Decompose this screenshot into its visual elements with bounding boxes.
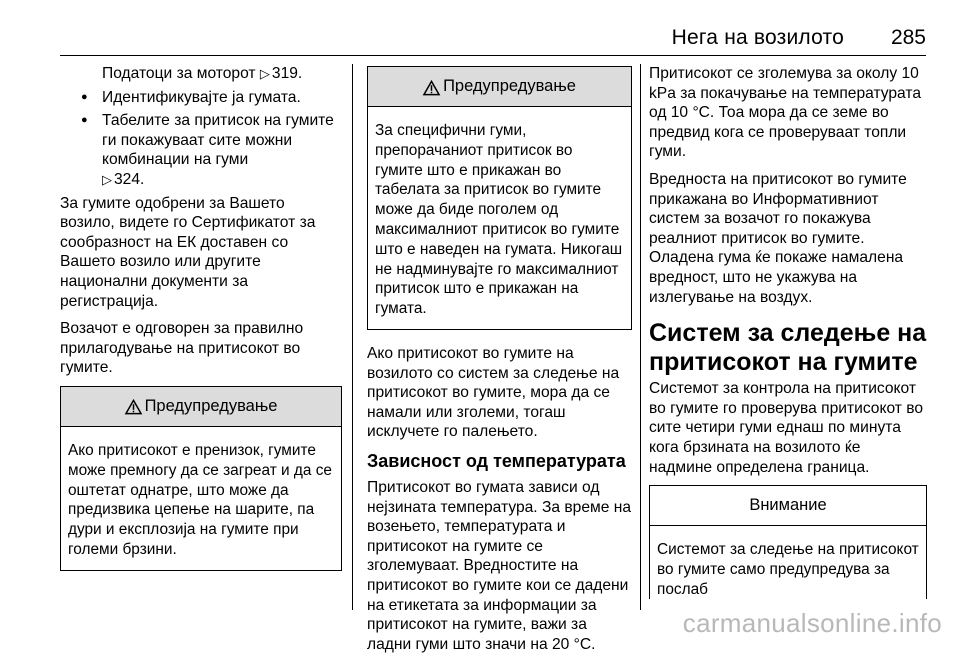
warning-box	[367, 66, 632, 330]
warning-triangle-icon	[125, 399, 142, 415]
warning-title: Предупредување	[443, 76, 576, 95]
subheading-temperature: Зависност од температурата	[367, 450, 626, 471]
list-item-pressure-tables	[60, 111, 342, 189]
warning-box	[60, 386, 342, 571]
paragraph-driver-responsible: Возачот е одговорен за правилно прилагодување на притисокот во гумите.	[60, 320, 304, 377]
column-divider-1	[352, 64, 353, 610]
warning-box-header	[368, 67, 631, 107]
column-3	[649, 64, 927, 599]
section-title-tpms: Систем за следење на притисокот на гумите	[649, 319, 927, 377]
list-item-identify-tyre	[60, 88, 342, 108]
warning-box-header	[61, 387, 341, 427]
warning-box-body: Ако притисокот е пренизок, гумите може премногу да се загреат и да се оштетат однатре, што може да предизвика цепење на шарите, па дури и експлозија на гумите при големи брзини.	[68, 441, 332, 558]
reference-page[interactable]: 319.	[271, 65, 303, 82]
reference-text: Податоци за моторот	[102, 65, 260, 82]
notice-box	[649, 485, 927, 599]
header-rule	[60, 55, 926, 56]
notice-box-body: Системот за следење на притисокот во гумите само предупредува за послаб	[657, 541, 919, 598]
watermark: carmanualsonline.info	[682, 608, 942, 638]
warning-title: Предупредување	[144, 396, 278, 415]
list-item-text: Табелите за притисок на гумите ги покажуваат сите можни комбинации на гуми	[102, 112, 334, 169]
reference-page[interactable]: 324.	[114, 170, 145, 188]
column-divider-2	[640, 64, 641, 610]
notice-title: Внимание	[749, 495, 827, 514]
paragraph-temperature: Притисокот во гумата зависи од нејзината температура. За време на возењето, температурата и притисокот на гумите се зголемуваат. Вредностите на притисокот во гумите кои се дадени на етикетата за информации за притисокот на гумите, важи за ладни гуми што значи на 20 °C.	[367, 478, 632, 653]
paragraph-tpms-check: Системот за контрола на притисокот во гумите го проверува притисокот во сите четири гуми еднаш по минута кога брзината на возилото ќе надмине определена граница.	[649, 380, 924, 476]
page-title: Нега на возилото	[671, 26, 844, 49]
page-header	[0, 0, 960, 60]
warning-triangle-icon	[423, 80, 440, 96]
page-reference-icon: ▷	[259, 66, 270, 81]
warning-box-body: За специфични гуми, препорачаниот притисок во гумите што е прикажан во табелата за притисок во гумите може да биде поголем од максималниот притисок во гумите што е наведен на гумата. Никогаш не надминувајте го максималниот притисок што е прикажан на гумата.	[375, 122, 623, 318]
column-1	[60, 64, 342, 585]
paragraph-dic-pressure: Вредноста на притисокот во гумите прикажана во Информативниот систем за возачот го покажува реалниот притисок во гумите. Оладена гума ќе покаже намалена вредност, што не укажува на излегување на воздух.	[649, 170, 907, 306]
column-2	[367, 64, 632, 662]
page-number: 285	[890, 26, 926, 49]
paragraph-approved-tyres: За гумите одобрени за Вашето возило, видете го Сертификатот за сообразност на ЕК доставен со Вашето возило или другите национални документи за регистрација.	[60, 194, 316, 310]
page-reference-icon: ▷	[102, 171, 112, 187]
notice-box-header	[650, 486, 926, 526]
paragraph-tpms-adjust: Ако притисокот во гумите на возилото со систем за следење на притисокот во гумите, мора да се намали или зголеми, тогаш исклучете го палењето.	[367, 344, 620, 441]
paragraph-pressure-increase: Притисокот се зголемува за околу 10 kPa за покачување на температурата од 10 °C. Тоа мора да се земе во предвид кога се проверуваат топли гуми.	[649, 65, 922, 161]
list-item-text: Идентификувајте ја гумата.	[102, 88, 301, 106]
engine-data-reference	[60, 64, 342, 84]
